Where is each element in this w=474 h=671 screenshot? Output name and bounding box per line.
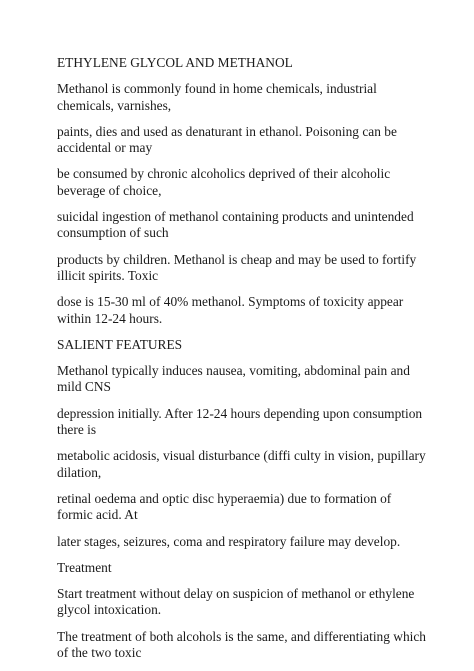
paragraph: later stages, seizures, coma and respiratory failure may develop.: [57, 533, 401, 549]
paragraph: products by children. Methanol is cheap and may be used to fortify illicit spirits. Toxic: [57, 251, 417, 283]
paragraph: Start treatment without delay on suspicion of methanol or ethylene glycol intoxication.: [57, 586, 415, 618]
paragraph: retinal oedema and optic disc hyperaemia) due to formation of formic acid. At: [57, 490, 392, 523]
paragraph: paints, dies and used as denaturant in ethanol. Poisoning can be accidental or may: [57, 123, 397, 156]
paragraph: metabolic acidosis, visual disturbance (diffi culty in vision, pupillary dilation,: [57, 448, 426, 480]
section-heading-treatment: Treatment: [57, 559, 112, 575]
document-body: [57, 55, 429, 671]
section-heading-salient-features: SALIENT FEATURES: [57, 336, 183, 352]
paragraph: depression initially. After 12-24 hours depending upon consumption there is: [57, 405, 423, 438]
paragraph: The treatment of both alcohols is the same, and differentiating which of the two toxic: [57, 628, 427, 661]
paragraph: be consumed by chronic alcoholics deprived of their alcoholic beverage of choice,: [57, 166, 391, 198]
paragraph: dose is 15-30 ml of 40% methanol. Symptoms of toxicity appear within 12-24 hours.: [57, 294, 404, 326]
paragraph: Methanol is commonly found in home chemicals, industrial chemicals, varnishes,: [57, 81, 377, 113]
paragraph: Methanol typically induces nausea, vomiting, abdominal pain and mild CNS: [57, 363, 410, 395]
paragraph: suicidal ingestion of methanol containing products and unintended consumption of such: [57, 209, 414, 241]
section-heading-ethylene-glycol-methanol: ETHYLENE GLYCOL AND METHANOL: [57, 55, 293, 70]
